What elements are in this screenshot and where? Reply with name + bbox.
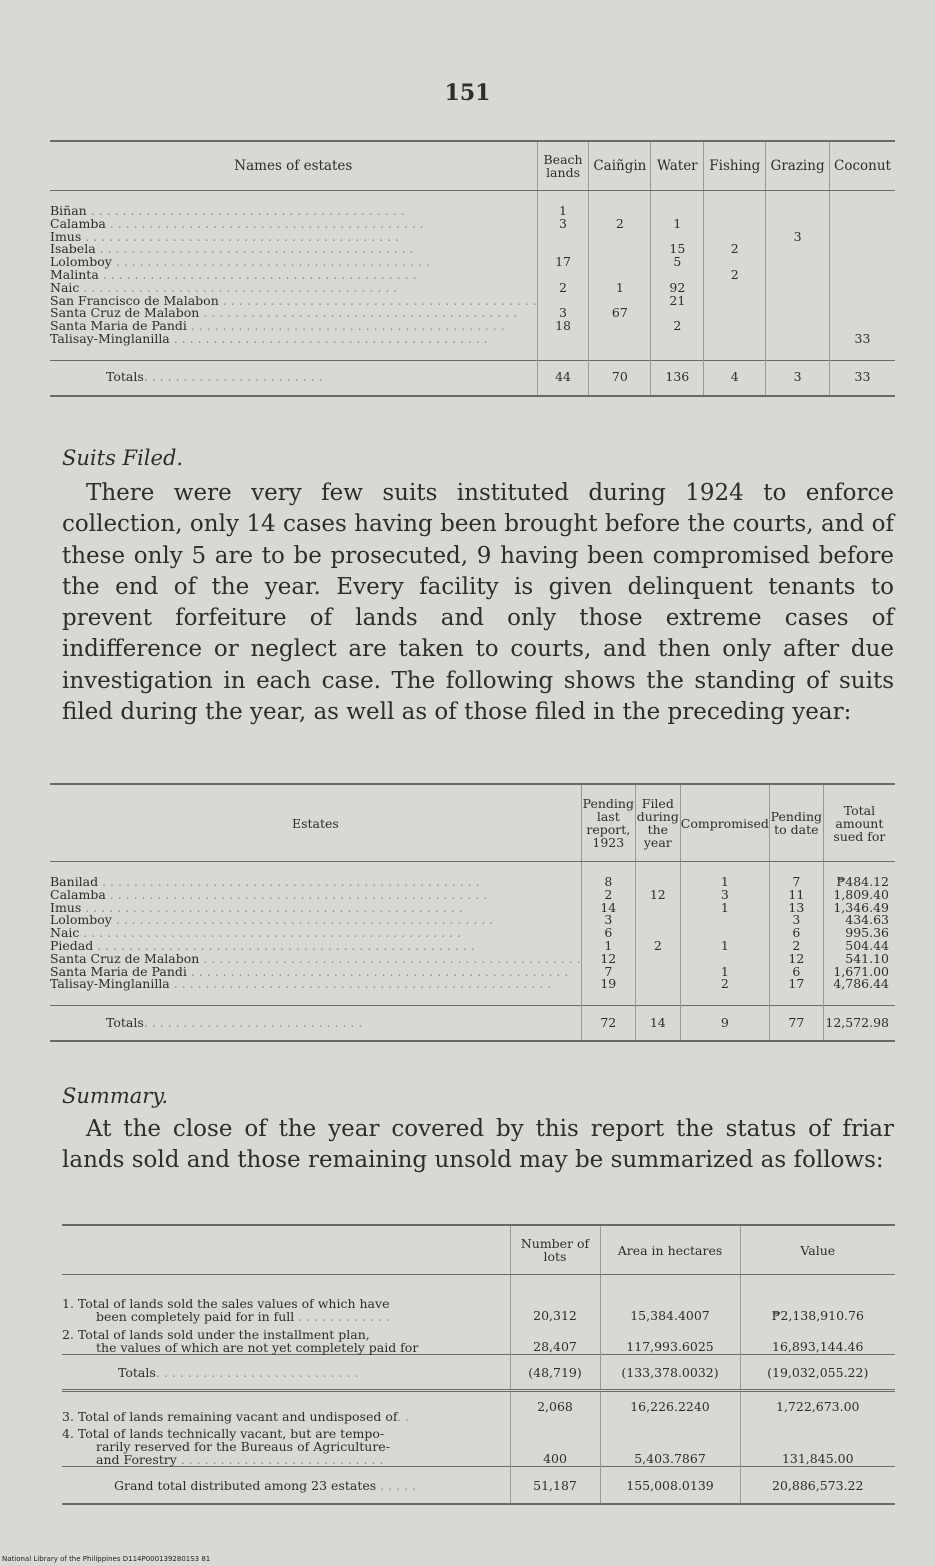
totals-label: Totals (118, 1364, 156, 1380)
table-cell: 15,384.4007 (600, 1289, 740, 1323)
table-row: Lolomboy . . . . . . . . . . . . . . . . . . . . . . . . . . . . . . . . . . . . . . . . . . . . . . . . 3 3 434.63 (50, 914, 895, 927)
table-cell (829, 295, 895, 308)
table-cell: 6 (769, 927, 823, 940)
table-cell (766, 333, 830, 346)
table-cell: 17 (537, 256, 589, 269)
table-cell: 2,068 (510, 1399, 600, 1423)
totals-row: Totals. . . . . . . . . . . . . . . . . . . . . . . . . . (48,719) (133,378.0032) (19,032,055.22) (62, 1355, 895, 1391)
estate-name: Talisay-Minglanilla (50, 978, 170, 992)
table-cell: 14 (635, 1006, 680, 1042)
table-row: 4. Total of lands technically vacant, but are tempo- rarily reserved for the Bureaus of Agriculture- and Forestry . . . . . . . . . . . . . . . . . . . . . . . . . . 400 5,403.7867 131,845.00 (62, 1423, 895, 1467)
column-header: Names of estates (50, 141, 537, 191)
estate-name: Biñan (50, 205, 87, 218)
table-cell (766, 243, 830, 256)
column-header: Fishing (704, 141, 766, 191)
table-cell (635, 978, 680, 991)
estate-name: Imus (50, 901, 82, 915)
table-cell (829, 256, 895, 269)
table-cell: 1 (680, 966, 769, 979)
table-cell: 20,886,573.22 (740, 1467, 895, 1505)
row-label: 3. Total of lands remaining vacant and undisposed of (62, 1408, 398, 1424)
table-cell: 117,993.6025 (600, 1323, 740, 1355)
row-label: been completely paid for in full (96, 1308, 295, 1324)
totals-label: Totals (106, 369, 144, 385)
table-cell: 9 (680, 1006, 769, 1042)
estate-name: Santa Maria de Pandi (50, 965, 187, 979)
suits-heading: Suits Filed. (62, 446, 184, 470)
table-cell (589, 320, 651, 333)
table-cell: 51,187 (510, 1467, 600, 1505)
table-cell: 13 (769, 902, 823, 915)
table-cell: 3 (766, 360, 830, 396)
table-cell: 92 (651, 282, 704, 295)
table-row: Lolomboy . . . . . . . . . . . . . . . . . . . . . . . . . . . . . . . . . . . . . . . . 17 5 (50, 256, 895, 269)
suits-table (50, 783, 895, 1042)
column-header (62, 1225, 510, 1275)
estate-name: Naic (50, 927, 80, 940)
table-cell: 4,786.44 (823, 978, 895, 991)
estate-lands-table (50, 140, 895, 397)
column-header: Total amount sued for (823, 784, 895, 862)
column-header: Value (740, 1225, 895, 1275)
table-cell: 67 (589, 307, 651, 320)
table-cell: 1,722,673.00 (740, 1399, 895, 1423)
table-cell: 8 (581, 876, 635, 889)
table-cell: 3 (537, 218, 589, 231)
table-cell: 33 (829, 333, 895, 346)
estate-name: San Francisco de Malabon (50, 294, 219, 308)
column-header: Filed during the year (635, 784, 680, 862)
table-cell (635, 902, 680, 915)
page-number: 151 (444, 80, 491, 106)
table-cell: 14 (581, 902, 635, 915)
table-cell (589, 243, 651, 256)
table-cell (829, 205, 895, 218)
table-cell: 504.44 (823, 940, 895, 953)
column-header: Caiñgin (589, 141, 651, 191)
table-cell: 3 (766, 231, 830, 244)
table-cell: 6 (769, 966, 823, 979)
estate-name: Piedad (50, 939, 94, 953)
table-cell: 70 (589, 360, 651, 396)
table-cell (829, 218, 895, 231)
table-cell: (133,378.0032) (600, 1355, 740, 1391)
table-row: Calamba . . . . . . . . . . . . . . . . . . . . . . . . . . . . . . . . . . . . . . . . 3 2 1 (50, 218, 895, 231)
table-row: Banilad . . . . . . . . . . . . . . . . . . . . . . . . . . . . . . . . . . . . . . . . . . . . . . . . 8 1 7 ₱484.12 (50, 876, 895, 889)
table-cell (766, 269, 830, 282)
estate-name: Calamba (50, 888, 106, 902)
table-cell: 18 (537, 320, 589, 333)
table-cell (589, 333, 651, 346)
table-cell (589, 256, 651, 269)
table-cell: 3 (680, 889, 769, 902)
table-cell: (48,719) (510, 1355, 600, 1391)
table-cell: 4 (704, 360, 766, 396)
table-row: Malinta . . . . . . . . . . . . . . . . . . . . . . . . . . . . . . . . . . . . . . . . 2 (50, 269, 895, 282)
table-cell: 1 (680, 902, 769, 915)
row-label: rarily reserved for the Bureaus of Agriculture- (96, 1439, 390, 1454)
table-cell (766, 256, 830, 269)
table-cell: 2 (651, 320, 704, 333)
table-cell: 434.63 (823, 914, 895, 927)
row-label: 1. Total of lands sold the sales values of which have (62, 1295, 390, 1311)
table-cell: 2 (704, 243, 766, 256)
table-cell: 2 (589, 218, 651, 231)
table-cell (635, 953, 680, 966)
table-header-row (50, 784, 895, 862)
table-header-row (50, 141, 895, 191)
table-cell: 21 (651, 295, 704, 308)
estate-name: Naic (50, 281, 80, 295)
totals-row: Totals. . . . . . . . . . . . . . . . . . . . . . . 44 70 136 4 3 33 (50, 360, 895, 396)
table-cell (680, 914, 769, 927)
table-row (62, 1323, 895, 1355)
summary-heading: Summary. (62, 1084, 169, 1108)
table-cell: 12 (581, 953, 635, 966)
table-cell: 7 (581, 966, 635, 979)
column-header: Water (651, 141, 704, 191)
grand-total-row: Grand total distributed among 23 estates . . . . . 51,187 155,008.0139 20,886,573.22 (62, 1467, 895, 1505)
table-cell (766, 205, 830, 218)
table-cell: 1,809.40 (823, 889, 895, 902)
table-cell: 16,893,144.46 (740, 1323, 895, 1355)
table-cell: 6 (581, 927, 635, 940)
table-cell (766, 282, 830, 295)
table-cell (635, 966, 680, 979)
table-row: 1. Total of lands sold the sales values of which have been completely paid for in full . . . . . . . . . . . . 20,312 15,384.4007 ₱2,138,910.76 (62, 1289, 895, 1323)
table-row: Piedad . . . . . . . . . . . . . . . . . . . . . . . . . . . . . . . . . . . . . . . . . . . . . . . . 1 2 1 2 504.44 (50, 940, 895, 953)
table-cell: ₱484.12 (823, 876, 895, 889)
table-row: Isabela . . . . . . . . . . . . . . . . . . . . . . . . . . . . . . . . . . . . . . . . 15 2 (50, 243, 895, 256)
table-row: 3. Total of lands remaining vacant and undisposed of. . 2,068 16,226.2240 1,722,673.00 (62, 1399, 895, 1423)
table-cell (829, 243, 895, 256)
table-cell: 72 (581, 1006, 635, 1042)
column-header: Pending last report, 1923 (581, 784, 635, 862)
row-label: the values of which are not yet completely paid for (96, 1340, 419, 1355)
table-cell: 16,226.2240 (600, 1399, 740, 1423)
footer-watermark: National Library of the Philippines D114P0001392801S3 81 (2, 1555, 211, 1563)
table-cell (829, 282, 895, 295)
table-cell: (19,032,055.22) (740, 1355, 895, 1391)
column-header: Beach lands (537, 141, 589, 191)
table-cell (704, 218, 766, 231)
table-cell (635, 914, 680, 927)
column-header: Grazing (766, 141, 830, 191)
row-label: 4. Total of lands technically vacant, but are tempo- (62, 1426, 385, 1441)
table-row: Santa Cruz de Malabon . . . . . . . . . . . . . . . . . . . . . . . . . . . . . . . . . . . . . . . . 3 67 (50, 307, 895, 320)
table-cell: 1 (680, 876, 769, 889)
summary-paragraph (62, 1114, 894, 1177)
estate-name: Malinta (50, 268, 99, 282)
summary-table (62, 1224, 895, 1505)
estate-name: Santa Maria de Pandi (50, 320, 187, 333)
table-cell (766, 295, 830, 308)
totals-label: Totals (106, 1014, 144, 1030)
table-cell (704, 333, 766, 346)
table-row: Naic . . . . . . . . . . . . . . . . . . . . . . . . . . . . . . . . . . . . . . . . . . . . . . . . 6 6 995.36 (50, 927, 895, 940)
paragraph-text: There were very few suits instituted during 1924 to enforce collection, only 14 cases having been brought before the courts, and of these only 5 are to be prosecuted, 9 having been compromised before the end of the year. Every facility is given delinquent tenants to prevent forfeiture of lands and only those extreme cases of indifference or neglect are taken to courts, and then only after due investigation in each case. The following shows the standing of suits filed during the year, as well as of those filed in the preceding year: (62, 480, 894, 726)
estate-name: Lolomboy (50, 256, 112, 269)
table-cell: 1 (589, 282, 651, 295)
table-cell: 1 (537, 205, 589, 218)
table-cell: 1,346.49 (823, 902, 895, 915)
table-cell: 995.36 (823, 927, 895, 940)
table-row: Imus . . . . . . . . . . . . . . . . . . . . . . . . . . . . . . . . . . . . . . . . . . . . . . . . 14 1 13 1,346.49 (50, 902, 895, 915)
column-header: Estates (50, 784, 581, 862)
table-cell: 3 (581, 914, 635, 927)
estate-name: Banilad (50, 876, 99, 889)
table-cell (704, 282, 766, 295)
row-label: 2. Total of lands sold under the installment plan, (62, 1327, 370, 1342)
table-cell: 2 (769, 940, 823, 953)
table-row: Calamba . . . . . . . . . . . . . . . . . . . . . . . . . . . . . . . . . . . . . . . . . . . . . . . . 2 12 3 11 1,809.40 (50, 889, 895, 902)
table-row: Santa Cruz de Malabon . . . . . . . . . . . . . . . . . . . . . . . . . . . . . . . . . . . . . . . . . . . . . . . . 12 12 541.10 (50, 953, 895, 966)
estate-name: Santa Cruz de Malabon (50, 307, 200, 321)
table-cell: 2 (635, 940, 680, 953)
estate-name: Calamba (50, 217, 106, 231)
table-cell: 1,671.00 (823, 966, 895, 979)
table-cell: 17 (769, 978, 823, 991)
table-row: Imus . . . . . . . . . . . . . . . . . . . . . . . . . . . . . . . . . . . . . . . . 3 (50, 231, 895, 244)
table-cell: 3 (769, 914, 823, 927)
table-cell: 12,572.98 (823, 1006, 895, 1042)
table-cell: 77 (769, 1006, 823, 1042)
table-cell (829, 307, 895, 320)
table-cell (704, 205, 766, 218)
table-cell: 28,407 (510, 1323, 600, 1355)
table-cell: 5 (651, 256, 704, 269)
table-cell: 7 (769, 876, 823, 889)
estate-name: Imus (50, 230, 82, 244)
estate-name: Isabela (50, 243, 96, 257)
table-cell: ₱2,138,910.76 (740, 1289, 895, 1323)
table-cell: 2 (537, 282, 589, 295)
table-cell: 33 (829, 360, 895, 396)
table-cell: 1 (651, 218, 704, 231)
table-cell: 20,312 (510, 1289, 600, 1323)
table-cell (537, 231, 589, 244)
table-cell: 2 (581, 889, 635, 902)
table-cell: 5,403.7867 (600, 1423, 740, 1467)
table-cell: 2 (680, 978, 769, 991)
row-label: and Forestry (96, 1452, 177, 1467)
table-cell: 12 (769, 953, 823, 966)
table-cell: 12 (635, 889, 680, 902)
grand-total-label: Grand total distributed among 23 estates (114, 1477, 377, 1493)
column-header: Area in hectares (600, 1225, 740, 1275)
table-cell: 19 (581, 978, 635, 991)
table-row: Santa Maria de Pandi . . . . . . . . . . . . . . . . . . . . . . . . . . . . . . . . . . . . . . . . 18 2 (50, 320, 895, 333)
table-cell (651, 333, 704, 346)
table-row: Santa Maria de Pandi . . . . . . . . . . . . . . . . . . . . . . . . . . . . . . . . . . . . . . . . . . . . . . . . 7 1 6 1,671.00 (50, 966, 895, 979)
table-cell: 1 (680, 940, 769, 953)
table-row: San Francisco de Malabon . . . . . . . . . . . . . . . . . . . . . . . . . . . . . . . . . . . . . . . . 21 (50, 295, 895, 308)
table-cell (704, 295, 766, 308)
table-row: Talisay-Minglanilla . . . . . . . . . . . . . . . . . . . . . . . . . . . . . . . . . . . . . . . . 33 (50, 333, 895, 346)
table-cell (766, 320, 830, 333)
table-cell (704, 320, 766, 333)
table-row: Biñan . . . . . . . . . . . . . . . . . . . . . . . . . . . . . . . . . . . . . . . . 1 (50, 205, 895, 218)
table-cell: 2 (704, 269, 766, 282)
table-cell: 131,845.00 (740, 1423, 895, 1467)
column-header: Compromised (680, 784, 769, 862)
table-cell (589, 231, 651, 244)
table-cell: 541.10 (823, 953, 895, 966)
column-header: Coconut (829, 141, 895, 191)
table-cell: 136 (651, 360, 704, 396)
table-cell: 3 (537, 307, 589, 320)
table-row: Naic . . . . . . . . . . . . . . . . . . . . . . . . . . . . . . . . . . . . . . . . 2 1 92 (50, 282, 895, 295)
table-cell (829, 231, 895, 244)
estate-name: Talisay-Minglanilla (50, 332, 170, 346)
table-cell (766, 307, 830, 320)
suits-paragraph (62, 478, 894, 728)
table-cell (537, 333, 589, 346)
table-cell: 155,008.0139 (600, 1467, 740, 1505)
table-cell (829, 269, 895, 282)
table-cell: 1 (581, 940, 635, 953)
table-cell: 400 (510, 1423, 600, 1467)
table-row: Talisay-Minglanilla . . . . . . . . . . . . . . . . . . . . . . . . . . . . . . . . . . . . . . . . . . . . . . . . 19 2 17 4,786.44 (50, 978, 895, 991)
table-cell: 11 (769, 889, 823, 902)
table-header-row (62, 1225, 895, 1275)
table-cell (704, 307, 766, 320)
table-cell: 15 (651, 243, 704, 256)
estate-name: Lolomboy (50, 914, 112, 928)
estate-name: Santa Cruz de Malabon (50, 952, 200, 966)
table-cell: 44 (537, 360, 589, 396)
column-header: Pending to date (769, 784, 823, 862)
paragraph-text: At the close of the year covered by this report the status of friar lands sold and those remaining unsold may be summarized as follows: (62, 1116, 894, 1174)
totals-row: Totals. . . . . . . . . . . . . . . . . . . . . . . . . . . . 72 14 9 77 12,572.98 (50, 1006, 895, 1042)
column-header: Number of lots (510, 1225, 600, 1275)
